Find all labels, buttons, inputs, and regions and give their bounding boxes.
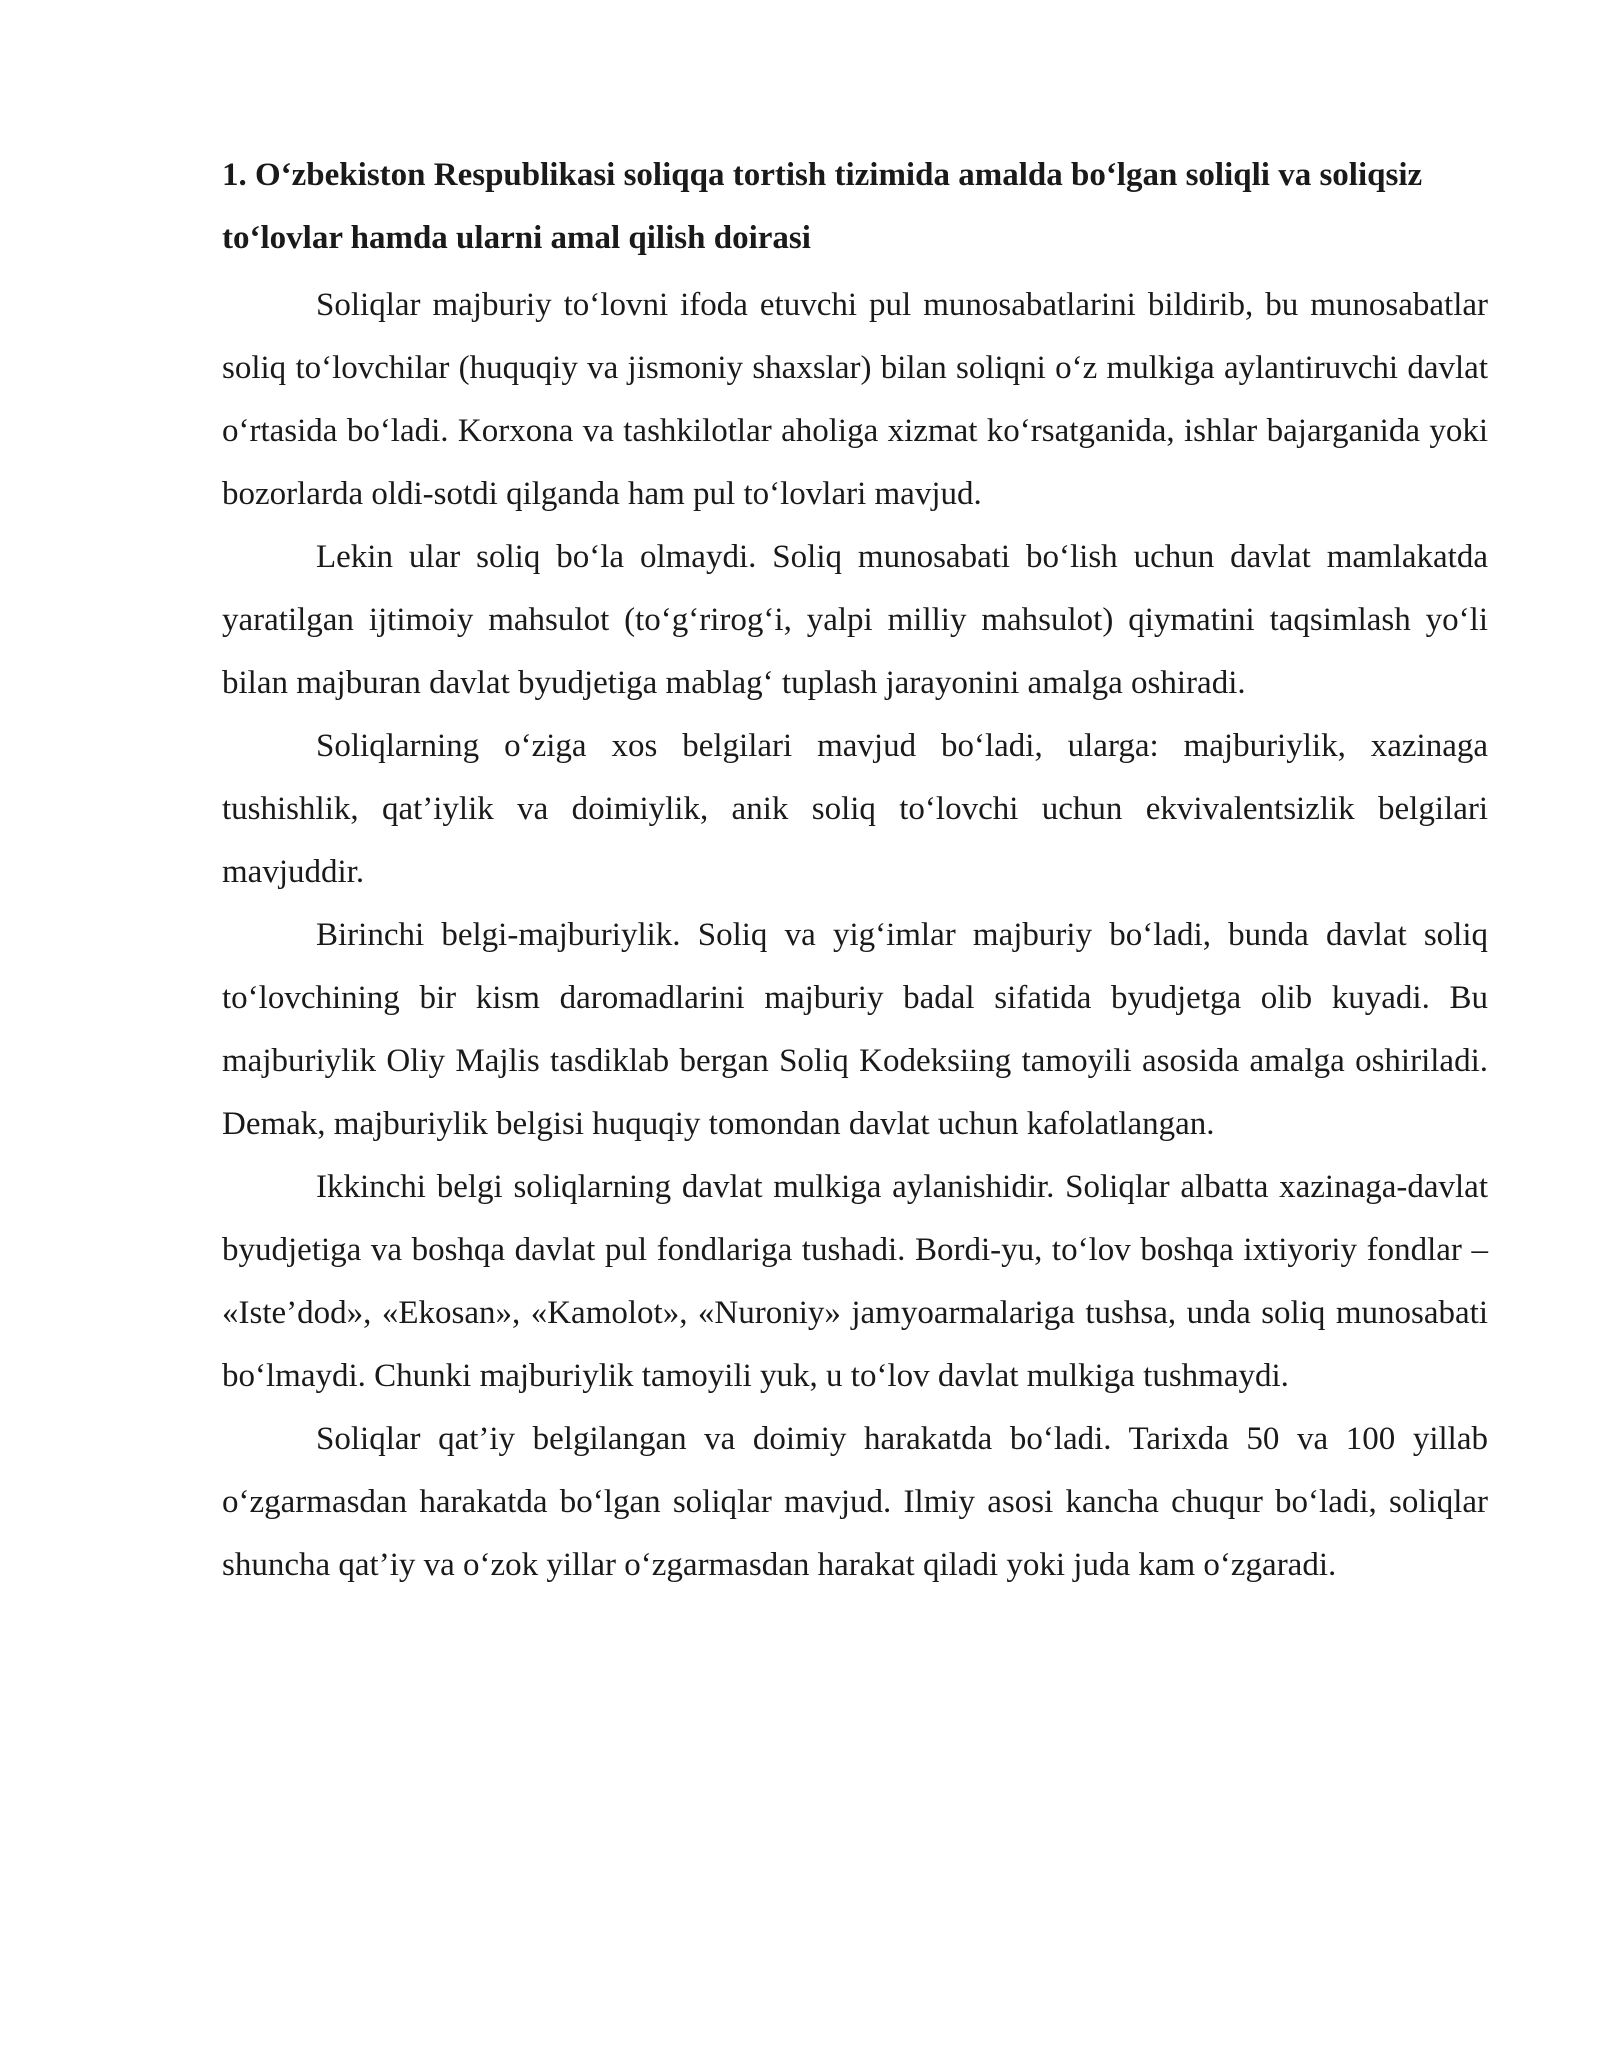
paragraph-soliqlar-definition: Soliqlar majburiy to‘lovni ifoda etuvchi pul munosabatlarini bildirib, bu munosabatlar soliq to‘lovchilar (huquqiy va jismoniy shaxslar) bilan soliqni o‘z mulkiga aylantiruvchi davlat o‘rtasida bo‘ladi. Korxona va tashkilotlar aholiga xizmat ko‘rsatganida, ishlar bajarganida yoki bozorlarda oldi-sotdi qilganda ham pul to‘lovlari mavjud.	[222, 287, 1488, 512]
paragraph-belgilari: Soliqlarning o‘ziga xos belgilari mavjud bo‘ladi, ularga: majburiylik, xazinaga tushishlik, qat’iylik va doimiylik, anik soliq to‘lovchi uchun ekvivalentsizlik belgilari mavjuddir.	[222, 728, 1488, 890]
paragraph-birinchi-belgi: Birinchi belgi-majburiylik. Soliq va yig‘imlar majburiy bo‘ladi, bunda davlat soliq to‘lovchining bir kism daromadlarini majburiy badal sifatida byudjetga olib kuyadi. Bu majburiylik Oliy Majlis tasdiklab bergan Soliq Kodeksiing tamoyili asosida amalga oshiriladi. Demak, majburiylik belgisi huquqiy tomondan davlat uchun kafolatlangan.	[222, 917, 1488, 1142]
paragraph-qatiy-doimiy: Soliqlar qat’iy belgilangan va doimiy harakatda bo‘ladi. Tarixda 50 va 100 yillab o‘zgarmasdan harakatda bo‘lgan soliqlar mavjud. Ilmiy asosi kancha chuqur bo‘ladi, soliqlar shuncha qat’iy va o‘zok yillar o‘zgarmasdan harakat qiladi yoki juda kam o‘zgaradi.	[222, 1421, 1488, 1583]
document-page	[222, 144, 1488, 1597]
paragraph-soliq-munosabati: Lekin ular soliq bo‘la olmaydi. Soliq munosabati bo‘lish uchun davlat mamlakatda yaratilgan ijtimoiy mahsulot (to‘g‘rirog‘i, yalpi milliy mahsulot) qiymatini taqsimlash yo‘li bilan majburan davlat byudjetiga mablag‘ tuplash jarayonini amalga oshiradi.	[222, 539, 1488, 701]
paragraph-ikkinchi-belgi: Ikkinchi belgi soliqlarning davlat mulkiga aylanishidir. Soliqlar albatta xazinaga-davlat byudjetiga va boshqa davlat pul fondlariga tushadi. Bordi-yu, to‘lov boshqa ixtiyoriy fondlar – «Iste’dod», «Ekosan», «Kamolot», «Nuroniy» jamyoarmalariga tushsa, unda soliq munosabati bo‘lmaydi. Chunki majburiylik tamoyili yuk, u to‘lov davlat mulkiga tushmaydi.	[222, 1169, 1488, 1394]
section-heading: 1. O‘zbekiston Respublikasi soliqqa tortish tizimida amalda bo‘lgan soliqli va soliqsiz to‘lovlar hamda ularni amal qilish doirasi	[222, 157, 1423, 256]
